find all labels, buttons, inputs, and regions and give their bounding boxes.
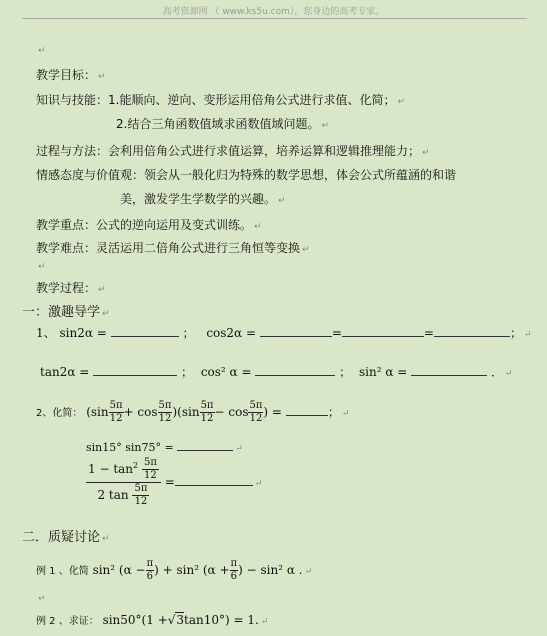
answer-blank[interactable] — [411, 363, 487, 376]
example-1: 例 1 、化简 sin² (α − $\frac{\pi}{6}$ ) + sin² (α + $\frac{\pi}{6}$ ) − sin² α . ↵ — [36, 558, 313, 582]
paragraph-mark: ↵ — [38, 262, 46, 272]
process-line: 过程与方法：会利用倍角公式进行求值运算，培养运算和逻辑推理能力； ↵ — [36, 144, 430, 158]
fraction: $\frac{5\pi}{12}$ — [200, 400, 214, 424]
q1-row-1: 1、 sin2α = ； cos2α = = = ； ↵ — [36, 326, 532, 340]
paragraph-mark: ↵ — [38, 594, 46, 604]
example-2: 例 2 、求证： sin50°(1 +√3tan10°) = 1. ↵ — [36, 613, 269, 627]
answer-blank[interactable] — [255, 363, 335, 376]
tan-fraction: $1 - \tan^2$ $\frac{5\pi}{12}$ 2 tan $\frac{5\pi}{12}$ — [86, 457, 161, 508]
answer-blank[interactable] — [260, 324, 332, 337]
answer-blank[interactable] — [93, 363, 177, 376]
q2-row: 2、化简： (sin $\frac{5\pi}{12}$ + cos $\frac{5\pi}{12}$ )(sin $\frac{5\pi}{12}$ − cos $\frac{5\pi}{12}$ ) = ； ↵ — [36, 400, 350, 424]
q2-fraction-row: $1 - \tan^2$ $\frac{5\pi}{12}$ 2 tan $\frac{5\pi}{12}$ = ↵ — [88, 457, 263, 507]
fraction: $\frac{5\pi}{12}$ — [158, 400, 172, 424]
page-header: 高考资源网 （ www.ks5u.com），您身边的高考专家。 — [162, 7, 385, 17]
knowledge-line-1: 知识与技能：1.能顺向、逆向、变形运用倍角公式进行求值、化简； ↵ — [36, 93, 406, 107]
header-rule — [22, 18, 527, 19]
paragraph-mark: ↵ — [38, 46, 46, 56]
q1-row-2: tan2α = ； cos² α = ； sin² α = ． ↵ — [40, 365, 513, 379]
emotion-line-2: 美，激发学生学数学的兴趣。 ↵ — [120, 192, 286, 206]
answer-blank[interactable] — [342, 324, 424, 337]
fraction: $\frac{5\pi}{12}$ — [249, 400, 263, 424]
fraction: $\frac{5\pi}{12}$ — [109, 400, 123, 424]
section1-title: 一：激趣导学 ↵ — [22, 305, 110, 320]
answer-blank[interactable] — [177, 438, 233, 451]
emotion-line-1: 情感态度与价值观：领会从一般化归为特殊的数学思想，体会公式所蕴涵的和谐 — [36, 168, 457, 182]
answer-blank[interactable] — [434, 324, 510, 337]
process-title: 教学过程： ↵ — [36, 281, 106, 295]
fraction: $\frac{\pi}{6}$ — [230, 558, 238, 582]
key-point-line: 教学重点：公式的逆向运用及变式训练。 ↵ — [36, 218, 262, 232]
sin15-row: sin15° sin75° = ↵ — [86, 438, 243, 454]
answer-blank[interactable] — [286, 403, 328, 416]
objectives-title: 教学目标： ↵ — [36, 68, 106, 82]
section2-title: 二．质疑讨论 ↵ — [22, 530, 110, 545]
answer-blank[interactable] — [175, 473, 253, 486]
answer-blank[interactable] — [111, 324, 179, 337]
fraction: $\frac{\pi}{6}$ — [146, 558, 154, 582]
difficulty-line: 教学难点：灵活运用二倍角公式进行三角恒等变换 ↵ — [36, 241, 310, 255]
knowledge-line-2: 2.结合三角函数值域求函数值域问题。 ↵ — [116, 117, 329, 131]
